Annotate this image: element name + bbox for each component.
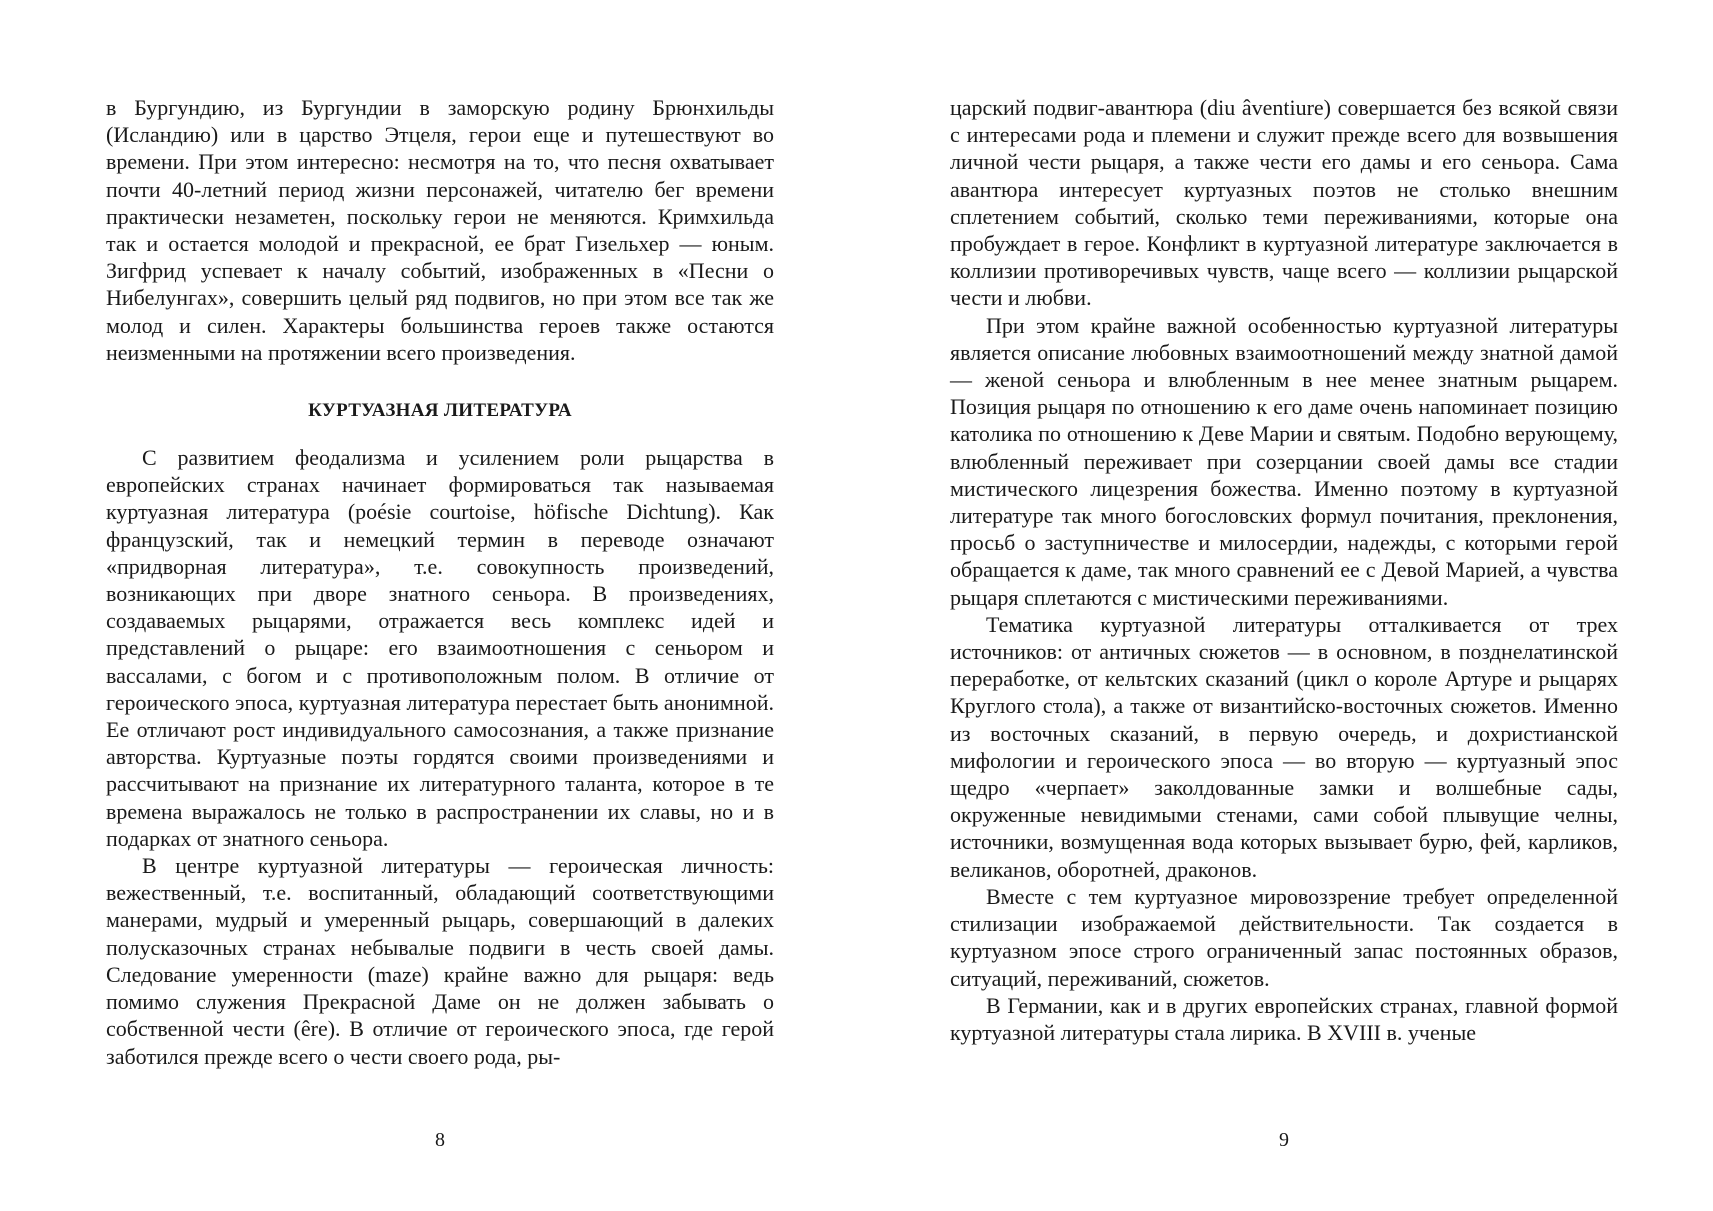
left-paragraph-2: С развитием феодализма и усилением роли рыцарства в европейских странах начинает формироваться так называемая куртуазная литература (poésie courtoise, höfische Dichtung). Как французский, так и немецкий термин в переводе означают «придворная литература», т.е. совокупность произведений, возникающих при дворе знатного сеньора. В произведениях, создаваемых рыцарями, отражается весь комплекс идей и представлений о рыцаре: его взаимоотношения с сеньором и вассалами, с богом и с противоположным полом. В отличие от героического эпоса, куртуазная литература перестает быть анонимной. Ее отличают рост индивидуального самосознания, а также признание авторства. Куртуазные поэты гордятся своими произведениями и рассчитывают на признание их литературного таланта, которое в те времена выражалось не только в распространении их славы, но и в подарках от знатного сеньора. — [106, 445, 774, 851]
right-page-body — [950, 94, 1618, 1046]
section-heading: КУРТУАЗНАЯ ЛИТЕРАТУРА — [308, 400, 572, 422]
right-paragraph-3: Вместе с тем куртуазное мировоззрение требует определенной стилизации изображаемой действительности. Так создается в куртуазном эпосе строго ограниченный запас постоянных образов, ситуаций, переживаний, сюжетов. — [950, 883, 1618, 991]
right-paragraph-2: Тематика куртуазной литературы отталкивается от трех источников: от античных сюжетов — в основном, в позднелатинской переработке, от кельтских сказаний (цикл о короле Артуре и рыцарях Круглого стола), а также от византийско-восточных сюжетов. Именно из восточных сказаний, в первую очередь, и дохристианской мифологии и героического эпоса — во вторую — куртуазный эпос щедро «черпает» заколдованные замки и волшебные сады, окруженные невидимыми стенами, сами собой плывущие челны, источники, возмущенная вода которых вызывает бурю, фей, карликов, великанов, оборотней, драконов. — [950, 611, 1618, 882]
page-number-left: 8 — [435, 1129, 445, 1151]
left-paragraph-1: в Бургундию, из Бургундии в заморскую родину Брюнхильды (Исландию) или в царство Этцеля, герои еще и путешествуют во времени. При этом интересно: несмотря на то, что песня охватывает почти 40-летний период жизни персонажей, читателю бег времени практически незаметен, поскольку герои не меняются. Кримхильда так и остается молодой и прекрасной, ее брат Гизельхер — юным. Зигфрид успевает к началу событий, изображенных в «Песни о Нибелунгах», совершить целый ряд подвигов, но при этом все так же молод и силен. Характеры большинства героев также остаются неизменными на протяжении всего произведения. — [106, 95, 774, 365]
left-page — [106, 94, 774, 1151]
right-page — [950, 94, 1618, 1151]
left-page-body — [106, 94, 774, 1070]
right-paragraph-1: При этом крайне важной особенностью куртуазной литературы является описание любовных взаимоотношений между знатной дамой — женой сеньора и влюбленным в нее менее знатным рыцарем. Позиция рыцаря по отношению к его даме очень напоминает позицию католика по отношению к Деве Марии и святым. Подобно верующему, влюбленный переживает при созерцании своей дамы все стадии мистического лицезрения божества. Именно поэтому в куртуазной литературе так много богословских формул почитания, преклонения, просьб о заступничестве и милосердии, надежды, с которыми герой обращается к даме, так много сравнений ее с Девой Марией, а чувства рыцаря сплетаются с мистическими переживаниями. — [950, 312, 1618, 610]
page-number-right: 9 — [1279, 1129, 1289, 1151]
left-paragraph-3: В центре куртуазной литературы — героическая личность: вежественный, т.е. воспитанный, обладающий соответствующими манерами, мудрый и умеренный рыцарь, совершающий в далеких полусказочных странах небывалые подвиги в честь своей дамы. Следование умеренности (maze) крайне важно для рыцаря: ведь помимо служения Прекрасной Даме он не должен забывать о собственной чести (êre). В отличие от героического эпоса, где герой заботился прежде всего о чести своего рода, ры- — [106, 853, 774, 1069]
right-paragraph-4: В Германии, как и в других европейских странах, главной формой куртуазной литературы стала лирика. В XVIII в. ученые — [950, 992, 1618, 1045]
right-paragraph-continuation: царский подвиг-авантюра (diu âventiure) совершается без всякой связи с интересами рода и племени и служит прежде всего для возвышения личной чести рыцаря, а также чести его дамы и его сеньора. Сама авантюра интересует куртуазных поэтов не столько внешним сплетением событий, сколько теми переживаниями, которые она пробуждает в герое. Конфликт в куртуазной литературе заключается в коллизии противоречивых чувств, чаще всего — коллизии рыцарской чести и любви. — [950, 95, 1618, 311]
